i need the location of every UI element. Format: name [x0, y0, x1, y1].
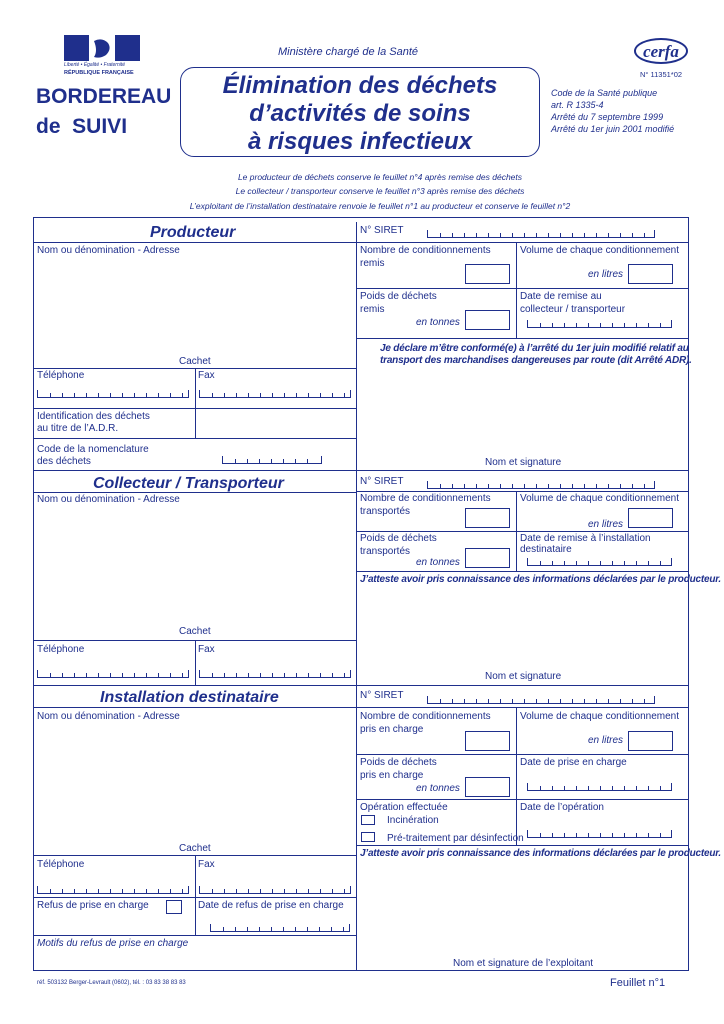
installation-telephone-input[interactable] [37, 886, 189, 894]
producteur-cachet: Cachet [179, 356, 211, 367]
collecteur-cachet: Cachet [179, 626, 211, 637]
collecteur-volume-label: Volume de chaque conditionnement [520, 493, 680, 504]
producteur-poids-input[interactable] [465, 310, 510, 330]
installation-nbcond-label: Nombre de conditionnements [360, 711, 491, 722]
installation-nom-label: Nom ou dénomination - Adresse [37, 711, 180, 722]
installation-siret-label: N° SIRET [360, 690, 404, 701]
installation-fax-input[interactable] [199, 886, 351, 894]
producteur-siret-label: N° SIRET [360, 225, 404, 236]
collecteur-en-tonnes: en tonnes [416, 557, 460, 568]
installation-date-prise-label: Date de prise en charge [520, 757, 627, 768]
producteur-title: Producteur [150, 224, 236, 241]
producteur-volume-input[interactable] [628, 264, 673, 284]
producteur-en-tonnes: en tonnes [416, 317, 460, 328]
collecteur-title: Collecteur / Transporteur [93, 475, 284, 492]
installation-date-refus-input[interactable] [210, 924, 350, 932]
installation-refus-label: Refus de prise en charge [37, 900, 149, 911]
title-line1: Élimination des déchets [222, 72, 498, 99]
pretraitement-label: Pré-traitement par désinfection [387, 833, 524, 844]
collecteur-date-remise-label2: destinataire [520, 544, 572, 555]
producteur-code-label2: des déchets [37, 456, 91, 467]
producteur-date-remise-label2: collecteur / transporteur [520, 304, 626, 315]
cerfa-number: N° 11351*02 [640, 70, 683, 79]
installation-fax-label: Fax [198, 859, 215, 870]
installation-date-refus-label: Date de refus de prise en charge [198, 900, 344, 911]
collecteur-poids-label: Poids de déchets [360, 533, 437, 544]
incineration-label: Incinération [387, 815, 439, 826]
installation-telephone-label: Téléphone [37, 859, 85, 870]
installation-poids-input[interactable] [465, 777, 510, 797]
ref-line3: Arrêté du 7 septembre 1999 [551, 112, 664, 122]
producteur-nbcond-input[interactable] [465, 264, 510, 284]
ref-line2: art. R 1335-4 [551, 100, 604, 110]
producteur-volume-label: Volume de chaque conditionnement [520, 245, 680, 256]
producteur-en-litres: en litres [588, 269, 624, 280]
pretraitement-checkbox[interactable] [361, 832, 375, 842]
title-line3: à risques infectieux [247, 128, 473, 155]
collecteur-volume-input[interactable] [628, 508, 673, 528]
devise: Liberté • Égalité • Fraternité [64, 62, 126, 68]
installation-signature-label: Nom et signature de l’exploitant [453, 958, 594, 969]
installation-cachet: Cachet [179, 843, 211, 854]
installation-nbcond-label2: pris en charge [360, 724, 424, 735]
title-box [180, 67, 540, 157]
collecteur-telephone-label: Téléphone [37, 644, 85, 655]
ministere: Ministère chargé de la Santé [278, 46, 419, 58]
title-line2: d’activités de soins [249, 100, 471, 127]
producteur-fax-label: Fax [198, 370, 215, 381]
collecteur-siret-input[interactable] [427, 481, 655, 489]
producteur-identification-label: Identification des déchets [37, 411, 150, 422]
collecteur-siret-label: N° SIRET [360, 476, 404, 487]
installation-attestation: J’atteste avoir pris connaissance des informations déclarées par le producteur. [360, 848, 722, 859]
collecteur-telephone-input[interactable] [37, 670, 189, 678]
installation-volume-label: Volume de chaque conditionnement [520, 711, 680, 722]
ref-line1: Code de la Santé publique [551, 88, 658, 98]
collecteur-poids-input[interactable] [465, 548, 510, 568]
producteur-nom-label: Nom ou dénomination - Adresse [37, 245, 180, 256]
instruction-3: L’exploitant de l’installation destinataire renvoie le feuillet n°1 au producteur et conserve le feuillet n°2 [189, 201, 571, 211]
footer-ref: réf. 503132 Berger-Levrault (0602), tél. : 03 83 38 83 83 [37, 980, 186, 986]
installation-refus-checkbox[interactable] [166, 900, 182, 914]
installation-date-operation-input[interactable] [527, 830, 672, 838]
marianne-icon [64, 35, 140, 61]
collecteur-nbcond-label2: transportés [360, 506, 411, 517]
collecteur-fax-label: Fax [198, 644, 215, 655]
producteur-declaration-1: Je déclare m’être conformé(e) à l’arrêté du 1er juin modifié relatif au [380, 343, 689, 354]
collecteur-signature-label: Nom et signature [485, 671, 562, 682]
installation-poids-label: Poids de déchets [360, 757, 437, 768]
producteur-nbcond-label: Nombre de conditionnements [360, 245, 491, 256]
producteur-date-remise-input[interactable] [527, 320, 672, 328]
instruction-2: Le collecteur / transporteur conserve le feuillet n°3 après remise des déchets [235, 186, 525, 196]
producteur-fax-input[interactable] [199, 390, 351, 398]
instruction-1: Le producteur de déchets conserve le feuillet n°4 après remise des déchets [237, 172, 523, 182]
producteur-declaration-2: transport des marchandises dangereuses par route (dit Arrêté ADR). [380, 355, 692, 366]
producteur-code-input[interactable] [222, 456, 322, 464]
cerfa-logo [634, 38, 688, 64]
collecteur-nbcond-input[interactable] [465, 508, 510, 528]
incineration-checkbox[interactable] [361, 815, 375, 825]
installation-en-tonnes: en tonnes [416, 783, 460, 794]
producteur-telephone-input[interactable] [37, 390, 189, 398]
collecteur-nom-label: Nom ou dénomination - Adresse [37, 494, 180, 505]
marianne-logo [64, 35, 140, 81]
collecteur-date-remise-input[interactable] [527, 558, 672, 566]
ref-line4: Arrêté du 1er juin 2001 modifié [551, 124, 675, 134]
bordereau-line2: de SUIVI [36, 115, 128, 138]
producteur-identification-input[interactable] [196, 409, 355, 437]
cerfa-label: cerfa [643, 42, 679, 61]
installation-volume-input[interactable] [628, 731, 673, 751]
producteur-nbcond-label2: remis [360, 258, 385, 269]
producteur-poids-label: Poids de déchets [360, 291, 437, 302]
producteur-telephone-label: Téléphone [37, 370, 85, 381]
installation-en-litres: en litres [588, 735, 624, 746]
producteur-identification-label2: au titre de l’A.D.R. [37, 423, 119, 434]
installation-nbcond-input[interactable] [465, 731, 510, 751]
installation-title: Installation destinataire [100, 689, 279, 706]
collecteur-fax-input[interactable] [199, 670, 351, 678]
installation-motifs-label: Motifs du refus de prise en charge [37, 938, 189, 949]
installation-operation-label: Opération effectuée [360, 802, 448, 813]
installation-date-prise-input[interactable] [527, 783, 672, 791]
collecteur-date-remise-label: Date de remise à l’installation [520, 533, 651, 544]
collecteur-attestation: J’atteste avoir pris connaissance des informations déclarées par le producteur. [360, 574, 722, 585]
collecteur-nbcond-label: Nombre de conditionnements [360, 493, 491, 504]
producteur-siret-input[interactable] [427, 230, 655, 238]
installation-poids-label2: pris en charge [360, 770, 424, 781]
producteur-signature-label: Nom et signature [485, 457, 562, 468]
producteur-date-remise-label: Date de remise au [520, 291, 602, 302]
feuillet-number: Feuillet n°1 [610, 977, 666, 989]
collecteur-en-litres: en litres [588, 519, 624, 530]
producteur-code-label: Code de la nomenclature [37, 444, 149, 455]
republique-francaise: RÉPUBLIQUE FRANÇAISE [64, 70, 134, 76]
producteur-poids-label2: remis [360, 304, 385, 315]
bordereau-line1: BORDEREAU [36, 85, 172, 108]
installation-siret-input[interactable] [427, 696, 655, 704]
installation-date-operation-label: Date de l’opération [520, 802, 604, 813]
collecteur-poids-label2: transportés [360, 546, 411, 557]
